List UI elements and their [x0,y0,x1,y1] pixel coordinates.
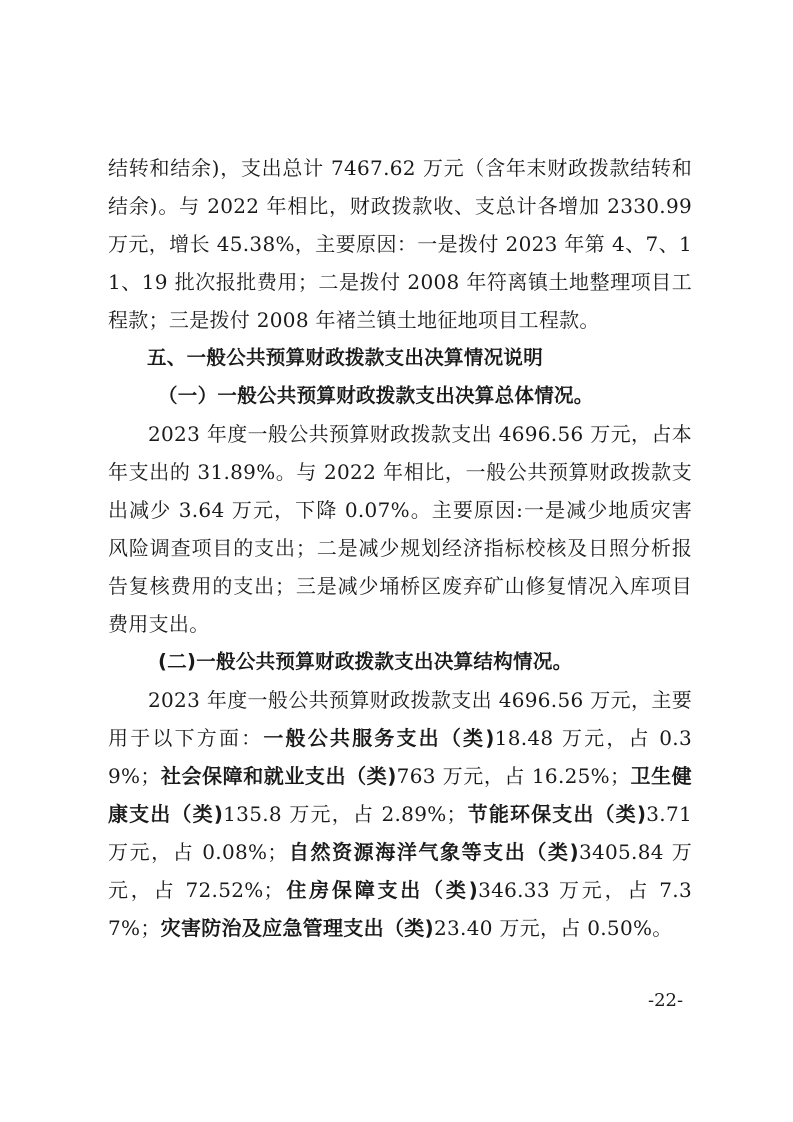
category-disaster-prevention: 灾害防治及应急管理支出（类) [160,916,434,940]
category-energy-environment: 节能环保支出（类) [466,802,647,826]
amount-social-security-employment: 763 万元，占 16.25%； [396,764,631,788]
section-heading-5: 五、一般公共预算财政拨款支出决算情况说明 [147,346,544,369]
structure-lead-text: 2023 年度一般公共预算财政拨款支出 4696.56 万元，主要用于以下方面： [108,688,692,750]
subsection-heading-structure: (二)一般公共预算财政拨款支出决算结构情况。 [158,650,573,673]
amount-general-public-services: 18.48 万元，占 0.39%； [108,726,692,788]
amount-energy-environment: 3.71 万元，占 0.08%； [108,802,692,864]
category-housing-security: 住房保障支出（类) [283,878,479,902]
paragraph-overall-expenditure: 2023 年度一般公共预算财政拨款支出 4696.56 万元，占本年支出的 31.89%。与 2022 年相比，一般公共预算财政拨款支出减少 3.64 万元，下降 0.07%。主要原因:一是减少地质灾害风险调查项目的支出；二是减少规划经济指标校核及日照分析报告复核费用的支出；三是减少埇桥区废弃矿山修复情况入库项目费用支出。 [108,422,692,636]
category-natural-resources: 自然资源海洋气象等支出（类) [287,840,579,864]
amount-health: 135.8 万元，占 2.89%； [223,802,467,826]
amount-natural-resources: 3405.84 万元，占 72.52%； [108,840,693,902]
document-body [108,0,692,947]
category-health: 卫生健康支出（类) [108,764,692,826]
category-general-public-services: 一般公共服务支出（类) [263,726,495,750]
paragraph-expenditure-structure [108,681,692,947]
page-number: -22- [648,990,684,1011]
amount-housing-security: 346.33 万元，占 7.37%； [108,878,692,940]
amount-disaster-prevention: 23.40 万元，占 0.50%。 [433,916,673,940]
category-social-security-employment: 社会保障和就业支出（类) [160,764,397,788]
subsection-heading-overall: （一）一般公共预算财政拨款支出决算总体情况。 [158,384,594,407]
paragraph-financial-totals: 结转和结余)，支出总计 7467.62 万元（含年末财政拨款结转和结余)。与 2022 年相比，财政拨款收、支总计各增加 2330.99 万元，增长 45.38%，主要原因：一是拨付 2023 年第 4、7、11、19 批次报批费用；二是拨付 2008 年符离镇土地整理项目工程款；三是拨付 2008 年褚兰镇土地征地项目工程款。 [108,156,692,332]
